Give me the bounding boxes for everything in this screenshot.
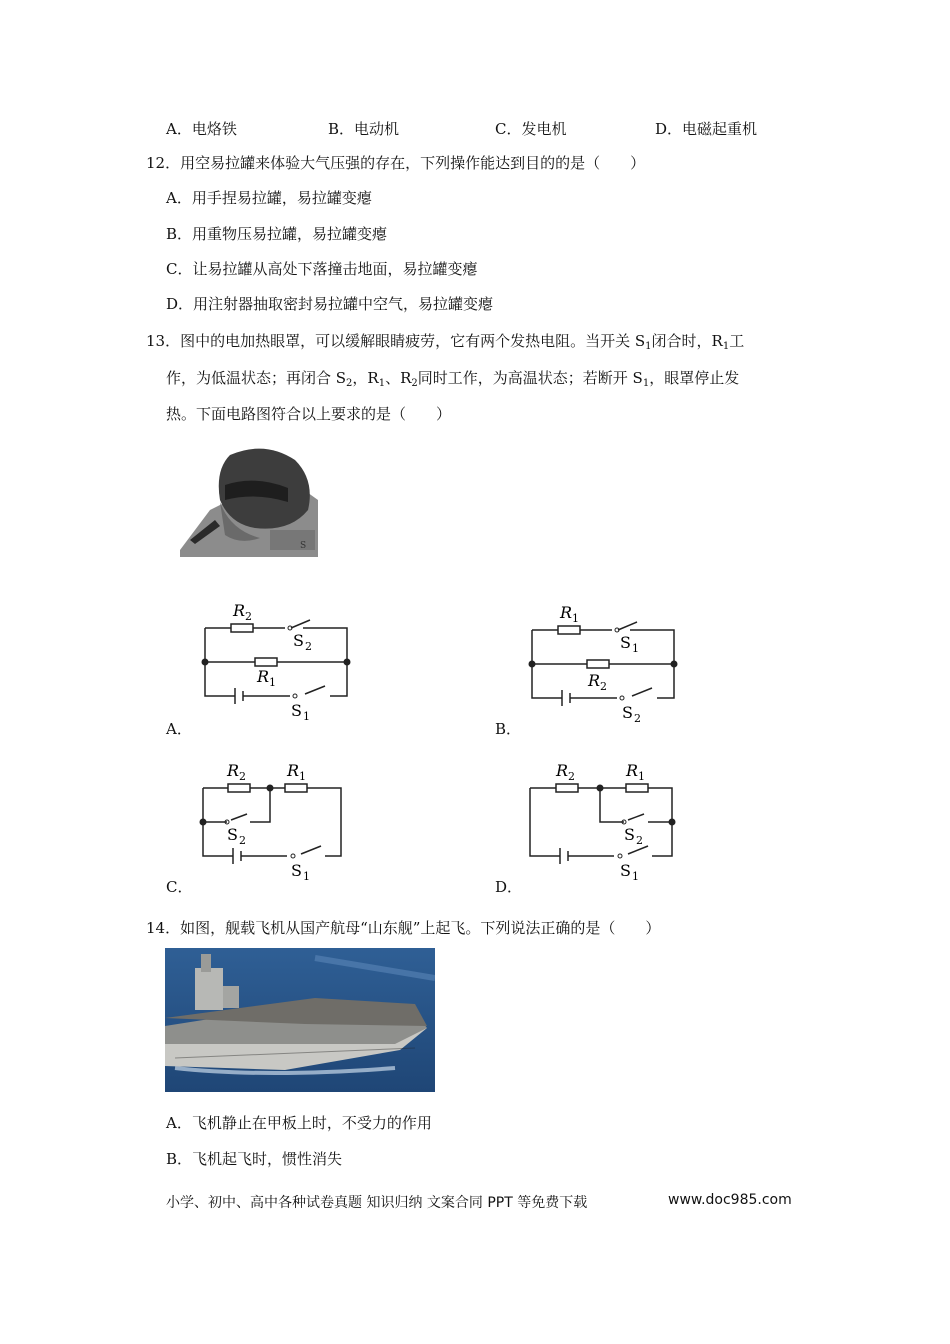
q14-option-b: B．飞机起飞时，惯性消失 xyxy=(166,1150,343,1168)
svg-text:R: R xyxy=(233,601,246,620)
svg-text:R: R xyxy=(556,761,569,780)
q12-option-d: D．用注射器抽取密封易拉罐中空气，易拉罐变瘪 xyxy=(166,295,494,313)
svg-text:R: R xyxy=(626,761,639,780)
q13-stem-line3: 热。下面电路图符合以上要求的是（ ） xyxy=(166,405,452,423)
svg-text:1: 1 xyxy=(632,642,639,655)
circuit-diagram-a xyxy=(195,598,360,723)
eye-mask-photo xyxy=(170,440,320,557)
svg-text:1: 1 xyxy=(572,612,579,625)
svg-text:S: S xyxy=(622,703,633,722)
svg-text:2: 2 xyxy=(600,680,607,693)
photo-label: S xyxy=(300,541,307,551)
svg-text:S: S xyxy=(291,861,302,880)
svg-text:2: 2 xyxy=(239,770,246,783)
q13-stem-line2: 作，为低温状态；再闭合 $S_2$，$R_1$、$R_2$同时工作，为高温状态；若断开 $S_1$，眼罩停止发 xyxy=(166,369,740,389)
q11-option-b: B．电动机 xyxy=(328,120,400,138)
svg-text:1: 1 xyxy=(303,870,310,883)
q12-stem: 12．用空易拉罐来体验大气压强的存在，下列操作能达到目的的是（ ） xyxy=(146,154,646,172)
q12-option-a: A．用手捏易拉罐，易拉罐变瘪 xyxy=(166,189,372,207)
q12-option-c: C．让易拉罐从高处下落撞击地面，易拉罐变瘪 xyxy=(166,260,478,278)
svg-text:R: R xyxy=(257,667,270,686)
q12-option-b: B．用重物压易拉罐，易拉罐变瘪 xyxy=(166,225,388,243)
aircraft-carrier-photo xyxy=(165,948,435,1092)
svg-text:R: R xyxy=(227,761,240,780)
svg-text:2: 2 xyxy=(245,610,252,623)
footer-url[interactable]: www.doc985.com xyxy=(668,1192,792,1208)
q13-stem-line1: 13．图中的电加热眼罩，可以缓解眼睛疲劳，它有两个发热电阻。当开关 $S_1$闭合时，$R_1$工 xyxy=(146,332,745,352)
svg-text:S: S xyxy=(293,631,304,650)
circuit-diagram-b xyxy=(522,600,687,725)
svg-text:S: S xyxy=(620,861,631,880)
svg-text:2: 2 xyxy=(636,834,643,847)
q11-option-d: D．电磁起重机 xyxy=(655,120,758,138)
svg-text:R: R xyxy=(560,603,573,622)
svg-text:1: 1 xyxy=(299,770,306,783)
svg-text:2: 2 xyxy=(568,770,575,783)
svg-text:S: S xyxy=(291,701,302,720)
svg-text:2: 2 xyxy=(305,640,312,653)
svg-text:2: 2 xyxy=(239,834,246,847)
footer-text: 小学、初中、高中各种试卷真题 知识归纳 文案合同 PPT 等免费下载 xyxy=(166,1195,588,1211)
svg-text:R: R xyxy=(588,671,601,690)
svg-text:1: 1 xyxy=(303,710,310,723)
q13-label-b: B． xyxy=(495,720,522,738)
q13-label-d: D． xyxy=(495,878,523,896)
q14-option-a: A．飞机静止在甲板上时，不受力的作用 xyxy=(166,1114,432,1132)
svg-text:R: R xyxy=(287,761,300,780)
q14-stem: 14．如图，舰载飞机从国产航母“山东舰”上起飞。下列说法正确的是（ ） xyxy=(146,919,661,937)
circuit-diagram-d xyxy=(520,758,685,883)
q13-label-c: C． xyxy=(166,878,193,896)
q13-label-a: A． xyxy=(166,720,192,738)
svg-text:S: S xyxy=(227,825,238,844)
svg-text:S: S xyxy=(620,633,631,652)
svg-text:1: 1 xyxy=(632,870,639,883)
svg-text:1: 1 xyxy=(269,676,276,689)
svg-text:1: 1 xyxy=(638,770,645,783)
svg-text:2: 2 xyxy=(634,712,641,725)
q11-option-c: C．发电机 xyxy=(495,120,567,138)
svg-text:S: S xyxy=(624,825,635,844)
q11-option-a: A．电烙铁 xyxy=(166,120,237,138)
circuit-diagram-c xyxy=(195,758,355,883)
